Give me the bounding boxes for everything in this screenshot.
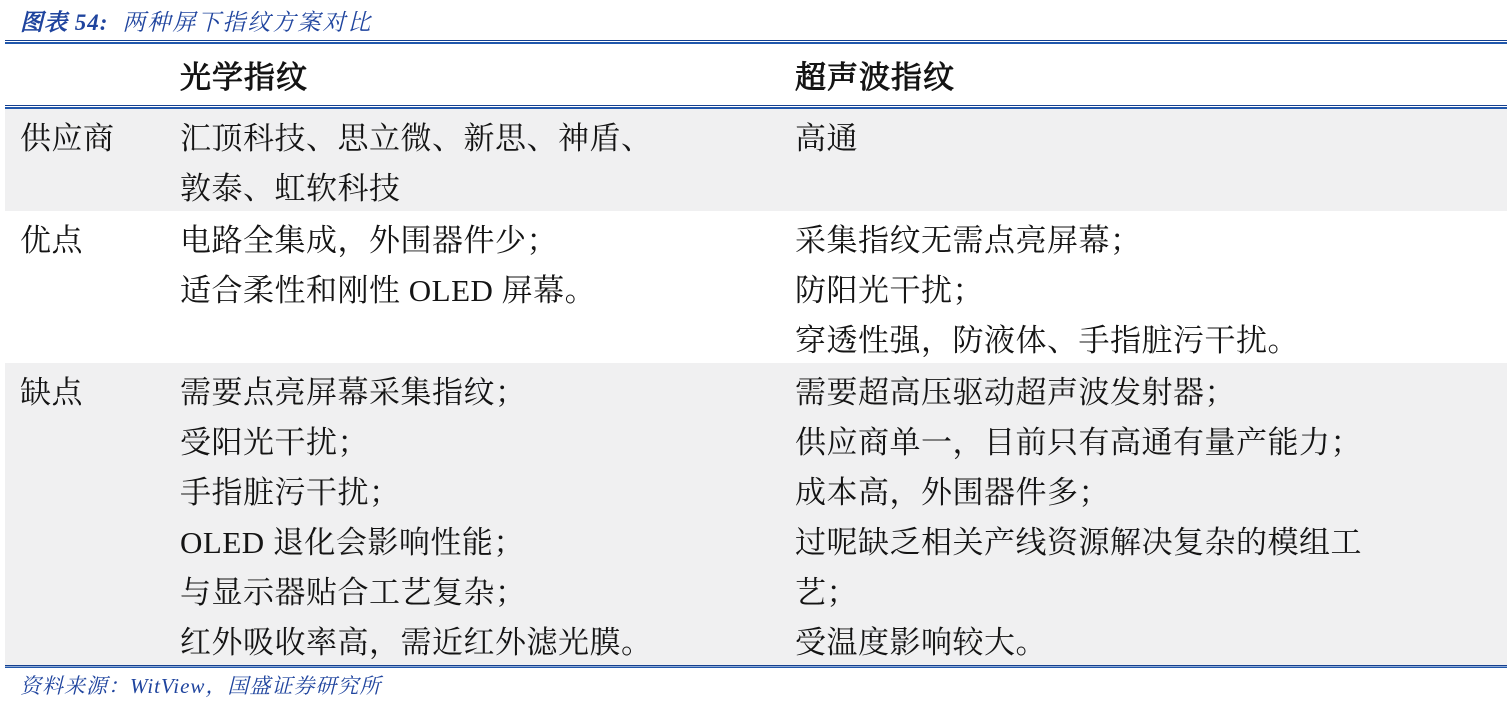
cell-line: 电路全集成，外围器件少； — [180, 222, 558, 258]
row-label-disadvantages — [5, 364, 180, 664]
cell-line: 高通 — [795, 120, 858, 156]
report-figure — [5, 0, 1507, 701]
table-header-row — [5, 44, 1507, 105]
table-row-advantages — [5, 211, 1507, 363]
cell-line: 红外吸收率高，需近红外滤光膜。 — [180, 624, 653, 660]
cell-disadvantages-ultrasonic — [795, 364, 1507, 664]
table-row-supplier — [5, 109, 1507, 211]
row-label-text: 优点 — [20, 222, 83, 258]
source-text: WitView，国盛证券研究所 — [130, 673, 382, 698]
figure-title-bar — [5, 0, 1507, 40]
cell-advantages-ultrasonic — [795, 212, 1507, 362]
cell-advantages-optical — [180, 212, 795, 362]
cell-line: 敦泰、虹软科技 — [180, 170, 401, 206]
cell-line: 适合柔性和刚性 OLED 屏幕。 — [180, 272, 597, 308]
cell-disadvantages-optical — [180, 364, 795, 664]
cell-line: 防阳光干扰； — [795, 272, 984, 308]
row-label-advantages — [5, 212, 180, 362]
row-label-text: 供应商 — [20, 120, 115, 156]
cell-line: 需要超高压驱动超声波发射器； — [795, 374, 1236, 410]
row-label-supplier — [5, 110, 180, 210]
cell-supplier-optical — [180, 110, 795, 210]
figure-number-label: 图表 54: — [20, 10, 109, 35]
cell-line: 汇顶科技、思立微、新思、神盾、 — [180, 120, 653, 156]
cell-line: 与显示器贴合工艺复杂； — [180, 574, 527, 610]
source-label: 资料来源： — [20, 673, 130, 698]
cell-line: OLED 退化会影响性能； — [180, 524, 525, 560]
cell-line: 需要点亮屏幕采集指纹； — [180, 374, 527, 410]
cell-line: 成本高，外围器件多； — [795, 474, 1110, 510]
cell-line: 穿透性强，防液体、手指脏污干扰。 — [795, 322, 1299, 358]
cell-line: 艺； — [795, 574, 858, 610]
figure-title: 两种屏下指纹方案对比 — [122, 10, 373, 35]
source-line — [5, 668, 1507, 701]
cell-line: 受温度影响较大。 — [795, 624, 1047, 660]
cell-line: 手指脏污干扰； — [180, 474, 401, 510]
cell-line: 受阳光干扰； — [180, 424, 369, 460]
table-row-disadvantages — [5, 363, 1507, 665]
cell-line: 采集指纹无需点亮屏幕； — [795, 222, 1142, 258]
cell-line: 过呢缺乏相关产线资源解决复杂的模组工 — [795, 524, 1362, 560]
row-label-text: 缺点 — [20, 374, 83, 410]
cell-line: 供应商单一，目前只有高通有量产能力； — [795, 424, 1362, 460]
header-cell-ultrasonic: 超声波指纹 — [795, 60, 955, 95]
cell-supplier-ultrasonic — [795, 110, 1507, 210]
header-cell-optical: 光学指纹 — [180, 60, 308, 95]
